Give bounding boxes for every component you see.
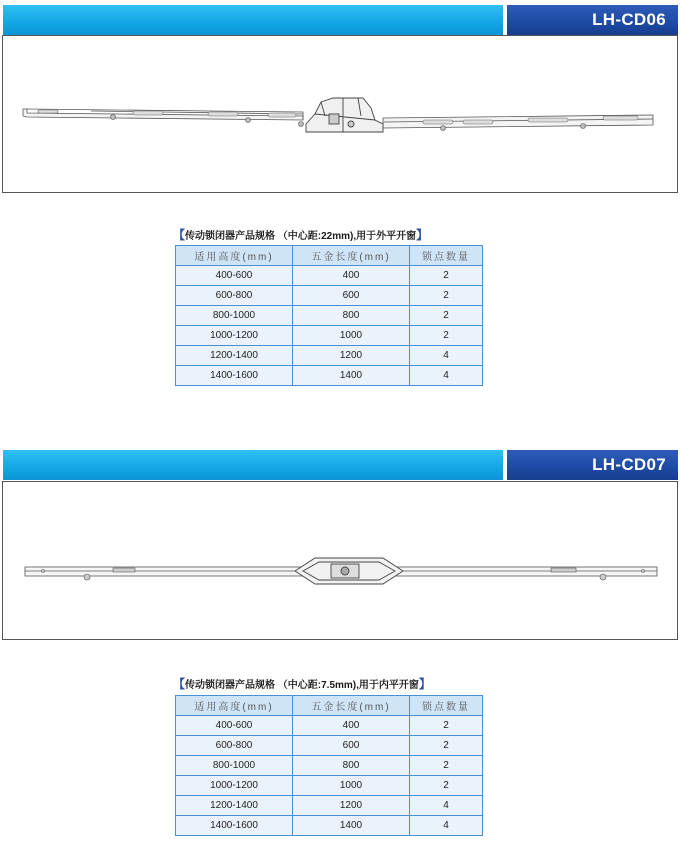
cell-height: 1000-1200 <box>176 326 293 346</box>
table-title <box>173 675 431 692</box>
cell-length: 1000 <box>293 776 410 796</box>
header-accent-bar <box>3 5 503 35</box>
table-header-row <box>176 246 483 266</box>
product-image-frame <box>2 481 678 640</box>
section-header <box>3 5 678 35</box>
table-row <box>176 796 483 816</box>
table-row <box>176 286 483 306</box>
cell-length: 1200 <box>293 796 410 816</box>
cell-length: 800 <box>293 306 410 326</box>
table-row <box>176 366 483 386</box>
product-section-cd06 <box>0 0 680 400</box>
cell-length: 400 <box>293 716 410 736</box>
cell-length: 1400 <box>293 366 410 386</box>
table-header-row <box>176 696 483 716</box>
transmission-lock-drawing-cd06 <box>3 36 677 192</box>
cell-lock-points: 2 <box>410 776 483 796</box>
cell-lock-points: 2 <box>410 326 483 346</box>
title-bracket-left: 【 <box>173 677 186 691</box>
cell-height: 800-1000 <box>176 756 293 776</box>
cell-height: 400-600 <box>176 266 293 286</box>
product-image-frame <box>2 35 678 193</box>
transmission-lock-drawing-cd07 <box>3 482 677 639</box>
cell-lock-points: 4 <box>410 366 483 386</box>
header-lock-points: 锁点数量 <box>410 696 483 716</box>
cell-lock-points: 4 <box>410 816 483 836</box>
title-bracket-right: 】 <box>418 677 431 691</box>
cell-lock-points: 2 <box>410 736 483 756</box>
cell-lock-points: 4 <box>410 346 483 366</box>
cell-lock-points: 2 <box>410 756 483 776</box>
header-height: 适用高度(mm) <box>176 696 293 716</box>
title-bracket-left: 【 <box>173 228 186 242</box>
cell-height: 1200-1400 <box>176 346 293 366</box>
cell-height: 1400-1600 <box>176 366 293 386</box>
cell-length: 400 <box>293 266 410 286</box>
table-row <box>176 306 483 326</box>
cell-length: 1400 <box>293 816 410 836</box>
cell-lock-points: 4 <box>410 796 483 816</box>
cell-height: 800-1000 <box>176 306 293 326</box>
table-row <box>176 716 483 736</box>
header-height: 适用高度(mm) <box>176 246 293 266</box>
cell-length: 600 <box>293 736 410 756</box>
table-row <box>176 756 483 776</box>
cell-length: 600 <box>293 286 410 306</box>
header-accent-bar <box>3 450 503 480</box>
table-row <box>176 736 483 756</box>
cell-height: 1400-1600 <box>176 816 293 836</box>
table-row <box>176 326 483 346</box>
table-title-text: 传动锁闭器产品规格 （中心距:7.5mm),用于内平开窗 <box>185 680 419 691</box>
table-row <box>176 346 483 366</box>
cell-length: 1000 <box>293 326 410 346</box>
slot <box>38 110 58 113</box>
product-code: LH-CD06 <box>507 5 678 35</box>
cell-length: 800 <box>293 756 410 776</box>
cell-height: 600-800 <box>176 736 293 756</box>
table-row <box>176 266 483 286</box>
cell-height: 1200-1400 <box>176 796 293 816</box>
product-code: LH-CD07 <box>507 450 678 480</box>
spec-table <box>175 695 483 836</box>
table-row <box>176 776 483 796</box>
title-bracket-right: 】 <box>416 228 429 242</box>
spec-table <box>175 245 483 386</box>
cell-height: 1000-1200 <box>176 776 293 796</box>
cell-lock-points: 2 <box>410 306 483 326</box>
cell-height: 600-800 <box>176 286 293 306</box>
cell-lock-points: 2 <box>410 266 483 286</box>
cell-lock-points: 2 <box>410 286 483 306</box>
header-length: 五金长度(mm) <box>293 696 410 716</box>
table-title-text: 传动锁闭器产品规格 （中心距:22mm),用于外平开窗 <box>185 231 417 242</box>
table-title <box>173 226 428 243</box>
cell-height: 400-600 <box>176 716 293 736</box>
header-lock-points: 锁点数量 <box>410 246 483 266</box>
section-header <box>3 450 678 480</box>
header-length: 五金长度(mm) <box>293 246 410 266</box>
product-section-cd07 <box>0 450 680 868</box>
cell-length: 1200 <box>293 346 410 366</box>
table-row <box>176 816 483 836</box>
cell-lock-points: 2 <box>410 716 483 736</box>
